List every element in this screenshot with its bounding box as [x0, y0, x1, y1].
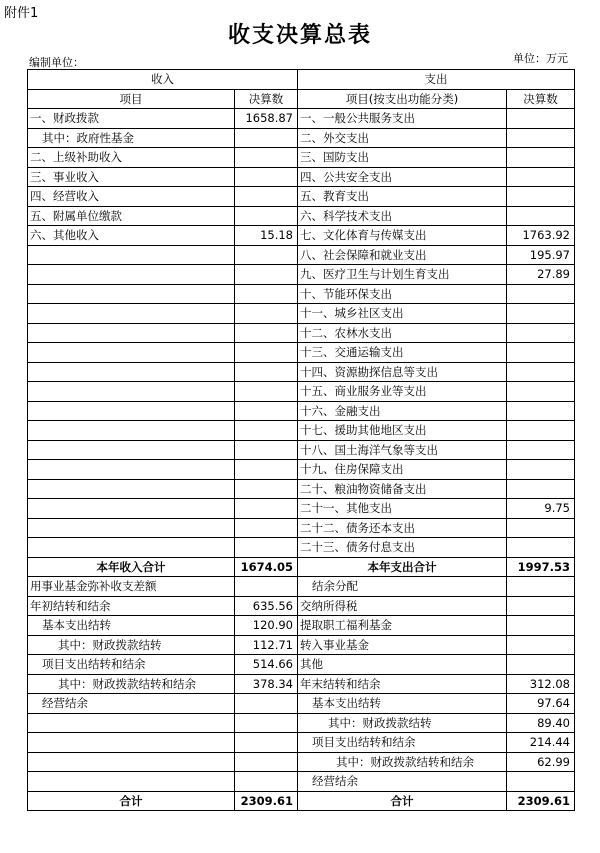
expense-item-cell: 十五、商业服务业等支出	[298, 382, 507, 402]
income-amount-cell	[235, 323, 298, 343]
expense-amount-cell: 27.89	[507, 265, 575, 285]
expense-amount-cell	[507, 538, 575, 558]
income-item-cell	[28, 362, 235, 382]
income-item-cell	[28, 323, 235, 343]
income-item-cell: 其中：财政拨款结转和结余	[28, 674, 235, 694]
income-amount-cell	[235, 499, 298, 519]
expense-item-cell: 八、社会保障和就业支出	[298, 245, 507, 265]
income-amount-cell	[235, 245, 298, 265]
expense-amount-cell: 9.75	[507, 499, 575, 519]
table-row	[28, 226, 575, 246]
expense-item-cell: 四、公共安全支出	[298, 167, 507, 187]
income-amount-cell	[235, 401, 298, 421]
table-row	[28, 148, 575, 168]
expense-amount-cell	[507, 616, 575, 636]
expense-item-header: 项目(按支出功能分类)	[298, 89, 507, 109]
income-item-cell: 一、财政拨款	[28, 109, 235, 129]
expense-item-cell: 十、节能环保支出	[298, 284, 507, 304]
expense-amount-cell	[507, 421, 575, 441]
income-amount-cell: 1658.87	[235, 109, 298, 129]
table-row	[28, 265, 575, 285]
table-row	[28, 245, 575, 265]
table-row	[28, 772, 575, 792]
header-row-sections	[28, 70, 575, 90]
income-amount-cell	[235, 362, 298, 382]
table-row	[28, 421, 575, 441]
income-item-cell: 基本支出结转	[28, 616, 235, 636]
income-amount-cell	[235, 148, 298, 168]
expense-amount-cell	[507, 323, 575, 343]
income-item-cell: 年初结转和结余	[28, 596, 235, 616]
income-item-cell: 三、事业收入	[28, 167, 235, 187]
expense-amount-cell: 312.08	[507, 674, 575, 694]
income-amount-cell: 514.66	[235, 655, 298, 675]
income-amount-cell	[235, 733, 298, 753]
expense-item-cell: 十九、住房保障支出	[298, 460, 507, 480]
table-row	[28, 655, 575, 675]
income-item-cell	[28, 460, 235, 480]
income-amount-cell: 2309.61	[235, 791, 298, 811]
expense-amount-cell: 214.44	[507, 733, 575, 753]
income-item-cell: 本年收入合计	[28, 557, 235, 577]
expense-item-cell: 十二、农林水支出	[298, 323, 507, 343]
income-amount-cell	[235, 752, 298, 772]
income-amount-cell	[235, 265, 298, 285]
expense-item-cell: 二十三、债务付息支出	[298, 538, 507, 558]
income-item-cell	[28, 499, 235, 519]
income-item-header: 项目	[28, 89, 235, 109]
table-row	[28, 187, 575, 207]
income-item-cell: 六、其他收入	[28, 226, 235, 246]
income-amount-cell	[235, 128, 298, 148]
income-item-cell	[28, 752, 235, 772]
income-item-cell	[28, 713, 235, 733]
table-row	[28, 460, 575, 480]
income-amount-cell	[235, 187, 298, 207]
expense-item-cell: 项目支出结转和结余	[298, 733, 507, 753]
income-amount-cell	[235, 284, 298, 304]
expense-item-cell: 七、文化体育与传媒支出	[298, 226, 507, 246]
expense-item-cell: 十三、交通运输支出	[298, 343, 507, 363]
expense-amount-cell: 89.40	[507, 713, 575, 733]
income-item-cell: 其中：政府性基金	[28, 128, 235, 148]
expense-amount-cell	[507, 596, 575, 616]
income-amount-cell: 112.71	[235, 635, 298, 655]
table-row	[28, 499, 575, 519]
income-item-cell	[28, 343, 235, 363]
income-amount-cell	[235, 343, 298, 363]
income-amount-header: 决算数	[235, 89, 298, 109]
income-amount-cell	[235, 421, 298, 441]
income-amount-cell	[235, 772, 298, 792]
expense-item-cell: 十八、国土海洋气象等支出	[298, 440, 507, 460]
income-item-cell	[28, 733, 235, 753]
income-item-cell: 合计	[28, 791, 235, 811]
table-row	[28, 538, 575, 558]
income-item-cell	[28, 304, 235, 324]
income-item-cell: 五、附属单位缴款	[28, 206, 235, 226]
expense-item-cell: 九、医疗卫生与计划生育支出	[298, 265, 507, 285]
expense-amount-cell	[507, 479, 575, 499]
income-amount-cell	[235, 167, 298, 187]
table-row	[28, 791, 575, 811]
expense-item-cell: 二十二、债务还本支出	[298, 518, 507, 538]
table-row	[28, 109, 575, 129]
expense-item-cell: 年末结转和结余	[298, 674, 507, 694]
expense-amount-cell: 62.99	[507, 752, 575, 772]
table-row	[28, 752, 575, 772]
table-row	[28, 440, 575, 460]
income-item-cell	[28, 772, 235, 792]
table-row	[28, 284, 575, 304]
expense-amount-cell: 1997.53	[507, 557, 575, 577]
income-amount-cell: 15.18	[235, 226, 298, 246]
income-item-cell	[28, 284, 235, 304]
expense-amount-cell	[507, 577, 575, 597]
expense-amount-cell	[507, 401, 575, 421]
expense-amount-cell	[507, 440, 575, 460]
income-amount-cell: 1674.05	[235, 557, 298, 577]
expense-item-cell: 六、科学技术支出	[298, 206, 507, 226]
expense-amount-cell	[507, 304, 575, 324]
expense-item-cell: 一、一般公共服务支出	[298, 109, 507, 129]
expense-item-cell: 基本支出结转	[298, 694, 507, 714]
expense-amount-cell	[507, 518, 575, 538]
expense-amount-cell	[507, 167, 575, 187]
expense-item-cell: 合计	[298, 791, 507, 811]
table-row	[28, 577, 575, 597]
table-row	[28, 518, 575, 538]
table-row	[28, 206, 575, 226]
income-amount-cell: 635.56	[235, 596, 298, 616]
income-amount-cell: 378.34	[235, 674, 298, 694]
page-title: 收支决算总表	[227, 23, 372, 48]
expense-item-cell: 十六、金融支出	[298, 401, 507, 421]
income-amount-cell	[235, 304, 298, 324]
income-item-cell	[28, 265, 235, 285]
income-item-cell	[28, 538, 235, 558]
currency-unit-label: 单位：万元	[513, 52, 568, 65]
table-row	[28, 733, 575, 753]
expense-item-cell: 十七、援助其他地区支出	[298, 421, 507, 441]
table-row	[28, 167, 575, 187]
table-row	[28, 557, 575, 577]
expense-item-cell: 转入事业基金	[298, 635, 507, 655]
expense-item-cell: 二十、粮油物资储备支出	[298, 479, 507, 499]
income-item-cell: 其中：财政拨款结转	[28, 635, 235, 655]
expense-amount-cell: 2309.61	[507, 791, 575, 811]
income-item-cell	[28, 421, 235, 441]
income-item-cell: 经营结余	[28, 694, 235, 714]
expense-amount-cell	[507, 206, 575, 226]
income-amount-cell	[235, 694, 298, 714]
table-row	[28, 635, 575, 655]
expense-amount-cell	[507, 362, 575, 382]
expense-item-cell: 结余分配	[298, 577, 507, 597]
expense-amount-cell: 1763.92	[507, 226, 575, 246]
expense-item-cell: 五、教育支出	[298, 187, 507, 207]
table-row	[28, 616, 575, 636]
attachment-label: 附件1	[4, 6, 39, 21]
table-row	[28, 596, 575, 616]
expense-amount-cell	[507, 187, 575, 207]
expense-amount-cell	[507, 635, 575, 655]
expense-item-cell: 其他	[298, 655, 507, 675]
expense-item-cell: 二、外交支出	[298, 128, 507, 148]
expense-item-cell: 交纳所得税	[298, 596, 507, 616]
income-amount-cell	[235, 382, 298, 402]
table-row	[28, 401, 575, 421]
expense-amount-cell	[507, 655, 575, 675]
income-amount-cell	[235, 538, 298, 558]
expense-item-cell: 经营结余	[298, 772, 507, 792]
income-amount-cell	[235, 518, 298, 538]
income-item-cell	[28, 401, 235, 421]
expense-header: 支出	[298, 70, 575, 90]
expense-item-cell: 二十一、其他支出	[298, 499, 507, 519]
expense-amount-cell	[507, 382, 575, 402]
income-amount-cell	[235, 460, 298, 480]
table-row	[28, 694, 575, 714]
table-row	[28, 343, 575, 363]
table-row	[28, 674, 575, 694]
expense-amount-cell	[507, 460, 575, 480]
expense-amount-cell	[507, 772, 575, 792]
income-item-cell: 二、上级补助收入	[28, 148, 235, 168]
income-item-cell: 用事业基金弥补收支差额	[28, 577, 235, 597]
table-row	[28, 382, 575, 402]
expense-amount-cell	[507, 148, 575, 168]
income-item-cell: 项目支出结转和结余	[28, 655, 235, 675]
income-amount-cell	[235, 713, 298, 733]
expense-amount-cell	[507, 109, 575, 129]
income-header: 收入	[28, 70, 298, 90]
income-item-cell	[28, 518, 235, 538]
income-item-cell	[28, 382, 235, 402]
table-row	[28, 479, 575, 499]
table-row	[28, 362, 575, 382]
expense-amount-cell: 195.97	[507, 245, 575, 265]
expense-amount-cell	[507, 343, 575, 363]
income-item-cell: 四、经营收入	[28, 187, 235, 207]
table-row	[28, 323, 575, 343]
expense-item-cell: 其中：财政拨款结转和结余	[298, 752, 507, 772]
income-amount-cell: 120.90	[235, 616, 298, 636]
table-row	[28, 713, 575, 733]
expense-item-cell: 十一、城乡社区支出	[298, 304, 507, 324]
budget-summary-table	[27, 69, 575, 811]
expense-item-cell: 提取职工福利基金	[298, 616, 507, 636]
table-row	[28, 304, 575, 324]
expense-item-cell: 本年支出合计	[298, 557, 507, 577]
income-amount-cell	[235, 440, 298, 460]
expense-item-cell: 三、国防支出	[298, 148, 507, 168]
income-amount-cell	[235, 577, 298, 597]
income-amount-cell	[235, 479, 298, 499]
expense-item-cell: 其中：财政拨款结转	[298, 713, 507, 733]
income-item-cell	[28, 479, 235, 499]
income-item-cell	[28, 245, 235, 265]
table-row	[28, 128, 575, 148]
compiling-unit-label: 编制单位：	[29, 56, 84, 69]
expense-item-cell: 十四、资源勘探信息等支出	[298, 362, 507, 382]
expense-amount-cell	[507, 128, 575, 148]
header-row-columns	[28, 89, 575, 109]
income-item-cell	[28, 440, 235, 460]
expense-amount-header: 决算数	[507, 89, 575, 109]
income-amount-cell	[235, 206, 298, 226]
expense-amount-cell	[507, 284, 575, 304]
expense-amount-cell: 97.64	[507, 694, 575, 714]
